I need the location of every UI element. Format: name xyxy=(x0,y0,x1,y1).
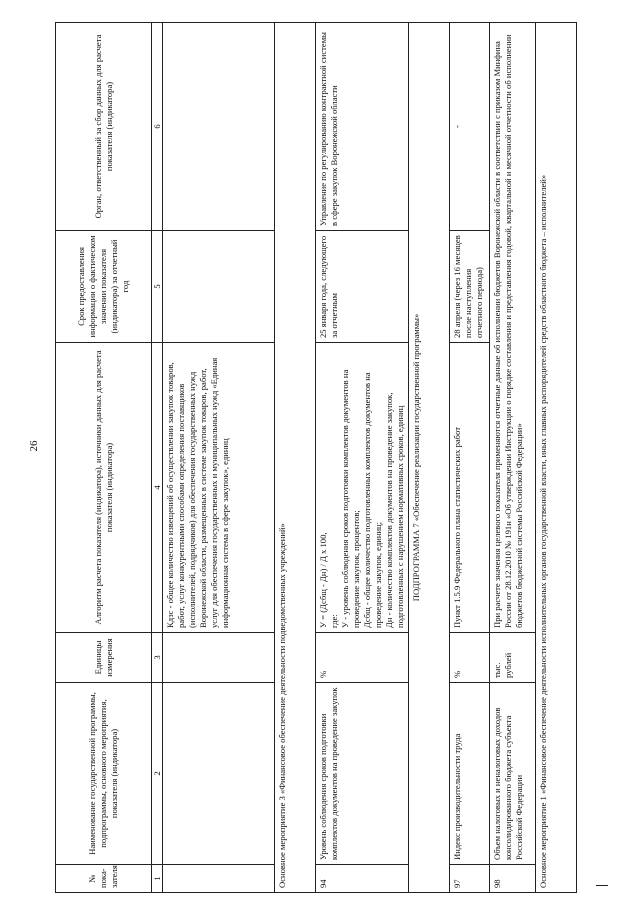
table-row xyxy=(316,23,409,893)
formula-definition: Дсбщ - общее количество подготовленных комплектов документов на проведение закупок, единиц; xyxy=(362,372,383,628)
subprogram-title: ПОДПРОГРАММА 7 «Обеспечение реализации государственной программы» xyxy=(409,23,450,893)
table-row xyxy=(490,23,536,893)
rotated-page-content xyxy=(55,23,577,893)
indicator-organ: Управление по регулированию контрактной системы в сфере закупок Воронежской области xyxy=(316,23,409,231)
indicators-table xyxy=(55,22,577,893)
section-title: Основное мероприятие 3 «Финансовое обеспечение деятельности подведомственных учреждений» xyxy=(275,23,316,893)
indicator-organ: - xyxy=(450,23,490,231)
footnote-divider xyxy=(596,885,608,886)
header-algorithm: Алгоритм расчета показателя (индикатора), источники данных для расчета показателя (индикатора) xyxy=(56,343,152,633)
indicator-algorithm: Пункт 1.5.9 Федерального плана статистических работ xyxy=(450,343,490,633)
header-unit: Единицы измерения xyxy=(56,633,152,683)
subprogram-row xyxy=(409,23,450,893)
row-number: 94 xyxy=(316,865,409,893)
column-number: 2 xyxy=(152,683,163,865)
indicator-algorithm xyxy=(316,343,409,633)
section-row xyxy=(275,23,316,893)
table-row-continued xyxy=(163,23,275,893)
table-header-row xyxy=(56,23,152,893)
formula-text: У = (Дсбщ - Дн) / Д х 100, xyxy=(318,532,328,628)
indicator-deadline: 28 апреля (через 16 месяцев после наступления отчетного периода) xyxy=(450,231,490,343)
row-number: 97 xyxy=(450,865,490,893)
section-title: Основное мероприятие 1 «Финансовое обеспечение деятельности исполнительных органов государственной власти, иных главных распорядителей средств областного бюджета – исполнителей» xyxy=(536,23,577,893)
page-number: 26 xyxy=(28,440,40,452)
indicator-name: Уровень соблюдения сроков подготовки комплектов документов на проведение закупок xyxy=(316,683,409,865)
indicator-deadline: 25 января года, следующего за отчетным xyxy=(316,231,409,343)
formula-definition: Дн - количество комплектов документов на проведение закупок, подготовленных с нарушением нормативных сроков, единиц xyxy=(384,392,405,628)
column-number: 1 xyxy=(152,865,163,893)
column-number: 6 xyxy=(152,23,163,231)
indicator-unit: тыс. рублей xyxy=(490,633,536,683)
indicator-algorithm: При расчете значения целевого показателя применяются отчетные данные об исполнении бюджетов Воронежской области в соответствии с приказом Минфина России от 28.12.2010 № 191н «Об утверждении Инструкции о порядке составления и представления годовой, квартальной и месячной отчетности об исполнении бюджетов бюджетной системы Российской Федерации» xyxy=(490,23,536,633)
indicator-unit: % xyxy=(450,633,490,683)
continued-algorithm-cell: Кдзс - общее количество извещений об осуществлении закупок товаров, работ, услуг конкурентными способами определения поставщиков (исполнителей, подрядчиков) для обеспечения государственных нужд Воронежской области, размещенных в системе закупок товаров, работ, услуг для обеспечения государственных и муниципальных нужд «Единая информационная система в сфере закупок», единиц xyxy=(163,343,275,633)
indicator-name: Объем налоговых и неналоговых доходов консолидированного бюджета субъекта Российской Федерации xyxy=(490,683,536,865)
indicator-unit: % xyxy=(316,633,409,683)
table-row xyxy=(450,23,490,893)
column-number: 3 xyxy=(152,633,163,683)
header-deadline: Срок предоставления информации о фактическом значении показателя (индикатора) за отчетный год xyxy=(56,231,152,343)
formula-definition: У - уровень соблюдения сроков подготовки комплектов документов на проведение закупок, процентов; xyxy=(340,369,361,628)
section-row xyxy=(536,23,577,893)
header-name: Наименование государственной программы, подпрограммы, основного мероприятия, показателя (индикатора) xyxy=(56,683,152,865)
column-number: 5 xyxy=(152,231,163,343)
row-number: 98 xyxy=(490,865,536,893)
column-number: 4 xyxy=(152,343,163,633)
formula-where: где: xyxy=(329,614,339,628)
indicator-name: Индекс производительности труда xyxy=(450,683,490,865)
column-numbers-row xyxy=(152,23,163,893)
header-indicator-number: № пока-зателя xyxy=(56,865,152,893)
header-responsible-organ: Орган, ответственный за сбор данных для расчета показателя (индикатора) xyxy=(56,23,152,231)
